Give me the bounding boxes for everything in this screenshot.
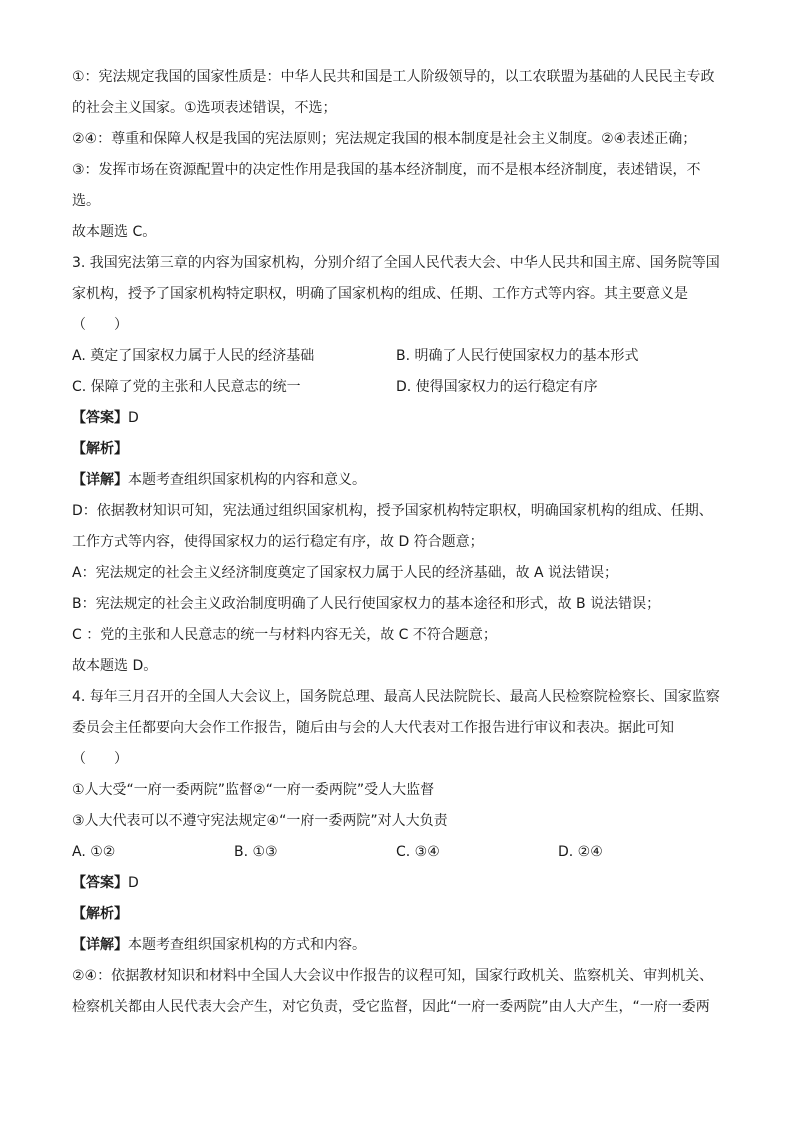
detail-text: 本题考查组织国家机构的方式和内容。 <box>128 937 366 953</box>
answer-tag: 【答案】 <box>72 875 128 891</box>
explanation-line: 检察机关都由人民代表大会产生，对它负责，受它监督，因此“一府一委两院”由人大产生，“一府一委两 <box>72 999 710 1015</box>
question-4-stem: 4. 每年三月召开的全国人大会议上，国务院总理、最高人民法院院长、最高人民检察院检察长、国家监察 <box>72 689 720 705</box>
analysis-line <box>72 899 722 930</box>
question-4-stem: 委员会主任都要向大会作工作报告，随后由与会的人大代表对工作报告进行审议和表决。据此可知 <box>72 720 674 736</box>
answer-value: D <box>128 410 139 426</box>
question-4-statements: ①人大受“一府一委两院”监督②“一府一委两院”受人大监督 <box>72 782 435 798</box>
detail-tag: 【详解】 <box>72 472 128 488</box>
detail-text: 本题考查组织国家机构的内容和意义。 <box>128 472 366 488</box>
detail-line <box>72 465 722 496</box>
question-3-stem: 3. 我国宪法第三章的内容为国家机构，分别介绍了全国人民代表大会、中华人民共和国主席、国务院等国 <box>72 255 720 271</box>
option-a: A. ①② <box>72 844 116 860</box>
option-b: B. 明确了人民行使国家权力的基本形式 <box>396 348 639 364</box>
option-d: D. ②④ <box>558 844 603 860</box>
question-3-options-row <box>72 372 722 403</box>
explanation-line: A：宪法规定的社会主义经济制度奠定了国家权力属于人民的经济基础，故 A 说法错误； <box>72 565 619 581</box>
option-d: D. 使得国家权力的运行稳定有序 <box>396 379 598 395</box>
analysis-tag: 【解析】 <box>72 906 128 922</box>
explanation-line: B：宪法规定的社会主义政治制度明确了人民行使国家权力的基本途径和形式，故 B 说法错误； <box>72 596 661 612</box>
answer-value: D <box>128 875 139 891</box>
text-line: ②④：尊重和保障人权是我国的宪法原则；宪法规定我国的根本制度是社会主义制度。②④表述正确； <box>72 131 697 147</box>
option-b: B. ①③ <box>234 844 278 860</box>
question-3-stem: 家机构，授予了国家机构特定职权，明确了国家机构的组成、任期、工作方式等内容。其主要意义是 <box>72 286 688 302</box>
answer-line <box>72 868 722 899</box>
detail-line <box>72 930 722 961</box>
option-c: C. ③④ <box>396 844 440 860</box>
conclusion-line: 故本题选 C。 <box>72 224 157 240</box>
conclusion-line: 故本题选 D。 <box>72 658 158 674</box>
explanation-line: ②④：依据教材知识和材料中全国人大会议中作报告的议程可知，国家行政机关、监察机关、审判机关、 <box>72 968 714 984</box>
answer-tag: 【答案】 <box>72 410 128 426</box>
explanation-line: 工作方式等内容，使得国家权力的运行稳定有序，故 D 符合题意； <box>72 534 484 550</box>
explanation-line: C ：党的主张和人民意志的统一与材料内容无关，故 C 不符合题意； <box>72 627 497 643</box>
question-4-bracket: （ ） <box>72 751 128 767</box>
question-3-bracket: （ ） <box>72 317 128 333</box>
answer-line <box>72 403 722 434</box>
text-line: ①：宪法规定我国的国家性质是：中华人民共和国是工人阶级领导的，以工农联盟为基础的人民民主专政 <box>72 69 715 85</box>
question-4-options-row <box>72 837 722 868</box>
question-4-statements: ③人大代表可以不遵守宪法规定④“一府一委两院”对人大负责 <box>72 813 448 829</box>
text-line: 选。 <box>72 193 100 209</box>
question-3-options-row <box>72 341 722 372</box>
analysis-tag: 【解析】 <box>72 441 128 457</box>
option-a: A. 奠定了国家权力属于人民的经济基础 <box>72 348 315 364</box>
text-line: ③：发挥市场在资源配置中的决定性作用是我国的基本经济制度，而不是根本经济制度，表述错误，不 <box>72 162 701 178</box>
option-c: C. 保障了党的主张和人民意志的统一 <box>72 379 301 395</box>
analysis-line <box>72 434 722 465</box>
detail-tag: 【详解】 <box>72 937 128 953</box>
explanation-line: D：依据教材知识可知，宪法通过组织国家机构，授予国家机构特定职权，明确国家机构的组成、任期、 <box>72 503 713 519</box>
text-line: 的社会主义国家。①选项表述错误，不选； <box>72 100 337 116</box>
